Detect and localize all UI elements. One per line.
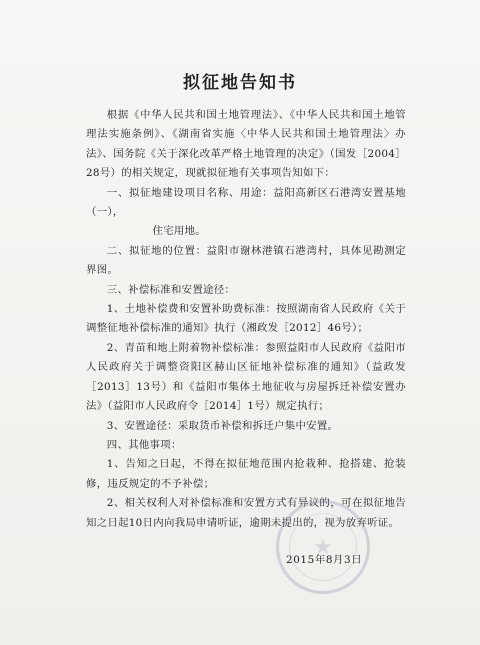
document-body — [86, 106, 406, 533]
section-3-item-3: 3、安置途径：采取货币补偿和拆迁户集中安置。 — [106, 419, 339, 432]
section-3-heading: 三、补偿标准和安置途径： — [106, 283, 236, 296]
section-4-heading: 四、其他事项： — [106, 438, 182, 451]
section-1-project: 一、拟征地建设项目名称、用途：益阳高新区石港湾安置基地（一）， — [86, 186, 406, 219]
section-1-continuation: 住宅用地。 — [152, 225, 206, 238]
document-title: 拟征地告知书 — [183, 73, 297, 93]
seal-star-icon: ★ — [313, 535, 333, 560]
section-4-item-2: 2、相关权利人对补偿标准和安置方式有异议的，可在拟征地告知之日起10日内向我局申请听证，逾期未提出的，视为放弃听证。 — [86, 497, 406, 529]
intro-paragraph: 根据《中华人民共和国土地管理法》、《中华人民共和国土地管理法实施条例》、《湖南省实施〈中华人民共和国土地管理法〉办法》、国务院《关于深化改革严格土地管理的决定》（国发［2004］28号）的相关规定，现就拟征地有关事项告知如下： — [86, 109, 406, 180]
section-4-item-1: 1、告知之日起，不得在拟征地范围内抢栽种、抢搭建、抢装修，违反规定的不予补偿； — [86, 458, 406, 490]
section-2-location: 二、拟征地的位置：益阳市谢林港镇石港湾村，具体见勘测定界图。 — [86, 244, 406, 277]
section-3-item-1: 1、土地补偿费和安置补助费标准：按照湖南省人民政府《关于调整征地补偿标准的通知》执行（湘政发［2012］46号）； — [86, 303, 406, 335]
section-3-item-2: 2、青苗和地上附着物补偿标准：参照益阳市人民政府《益阳市人民政府关于调整资阳区赫山区征地补偿标准的通知》（益政发［2013］13号）和《益阳市集体土地征收与房屋拆迁补偿安置办法》（益阳市人民政府令［2014］1号）规定执行； — [86, 341, 406, 413]
official-seal-stamp — [276, 500, 370, 594]
document-date: 2015年8月3日 — [286, 554, 363, 566]
